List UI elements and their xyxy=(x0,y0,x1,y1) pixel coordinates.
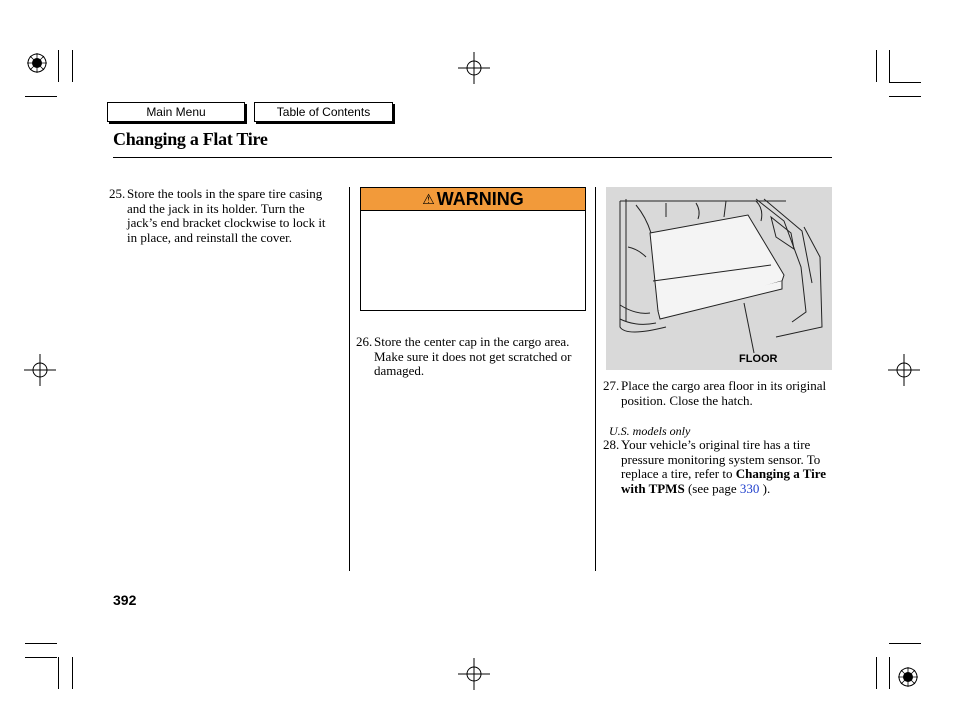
page-title: Changing a Flat Tire xyxy=(113,129,268,149)
main-menu-button[interactable]: Main Menu xyxy=(107,102,245,122)
column-divider xyxy=(595,187,596,571)
title-divider xyxy=(113,157,832,158)
step-28 xyxy=(603,438,835,496)
step-text xyxy=(603,438,835,496)
crosshair-icon xyxy=(24,354,56,386)
registration-target-icon xyxy=(897,666,919,688)
warning-box xyxy=(360,187,586,311)
warning-header xyxy=(361,188,585,211)
page-number: 392 xyxy=(113,592,137,608)
step-text-part: (see page xyxy=(684,480,740,496)
step-27 xyxy=(603,379,833,408)
step-number: 27. xyxy=(603,378,620,393)
step-number: 26. xyxy=(356,334,373,349)
step-text-part: Your vehicle’s original tire has a tire pressure monitoring system sensor. To replace a tire, refer to xyxy=(621,437,821,482)
crosshair-icon xyxy=(888,354,920,386)
cargo-floor-illustration xyxy=(606,187,832,370)
column-divider xyxy=(349,187,350,571)
cargo-area-drawing xyxy=(606,187,832,370)
warning-triangle-icon: ⚠ xyxy=(422,191,435,207)
crosshair-icon xyxy=(458,52,490,84)
table-of-contents-button[interactable]: Table of Contents xyxy=(254,102,393,122)
page-330-link[interactable]: 330 xyxy=(739,480,760,496)
floor-label: FLOOR xyxy=(739,353,778,365)
tpms-reference: Changing a Tire with TPMS xyxy=(621,466,827,496)
crosshair-icon xyxy=(458,658,490,690)
step-25 xyxy=(109,187,331,245)
step-number: 28. xyxy=(603,437,620,452)
step-text: Store the center cap in the cargo area. Make sure it does not get scratched or damaged. xyxy=(374,334,572,379)
step-text: Store the tools in the spare tire casing and the jack in its holder. Turn the jack’s end bracket clockwise to lock it in place, and reinstall the cover. xyxy=(127,186,326,245)
step-26 xyxy=(356,335,581,379)
step-number: 25. xyxy=(109,186,126,201)
step-text: Place the cargo area floor in its original position. Close the hatch. xyxy=(621,378,827,408)
models-note: U.S. models only xyxy=(609,424,691,438)
step-text-part: ). xyxy=(759,480,771,496)
warning-label: WARNING xyxy=(436,189,524,209)
registration-target-icon xyxy=(26,52,48,74)
